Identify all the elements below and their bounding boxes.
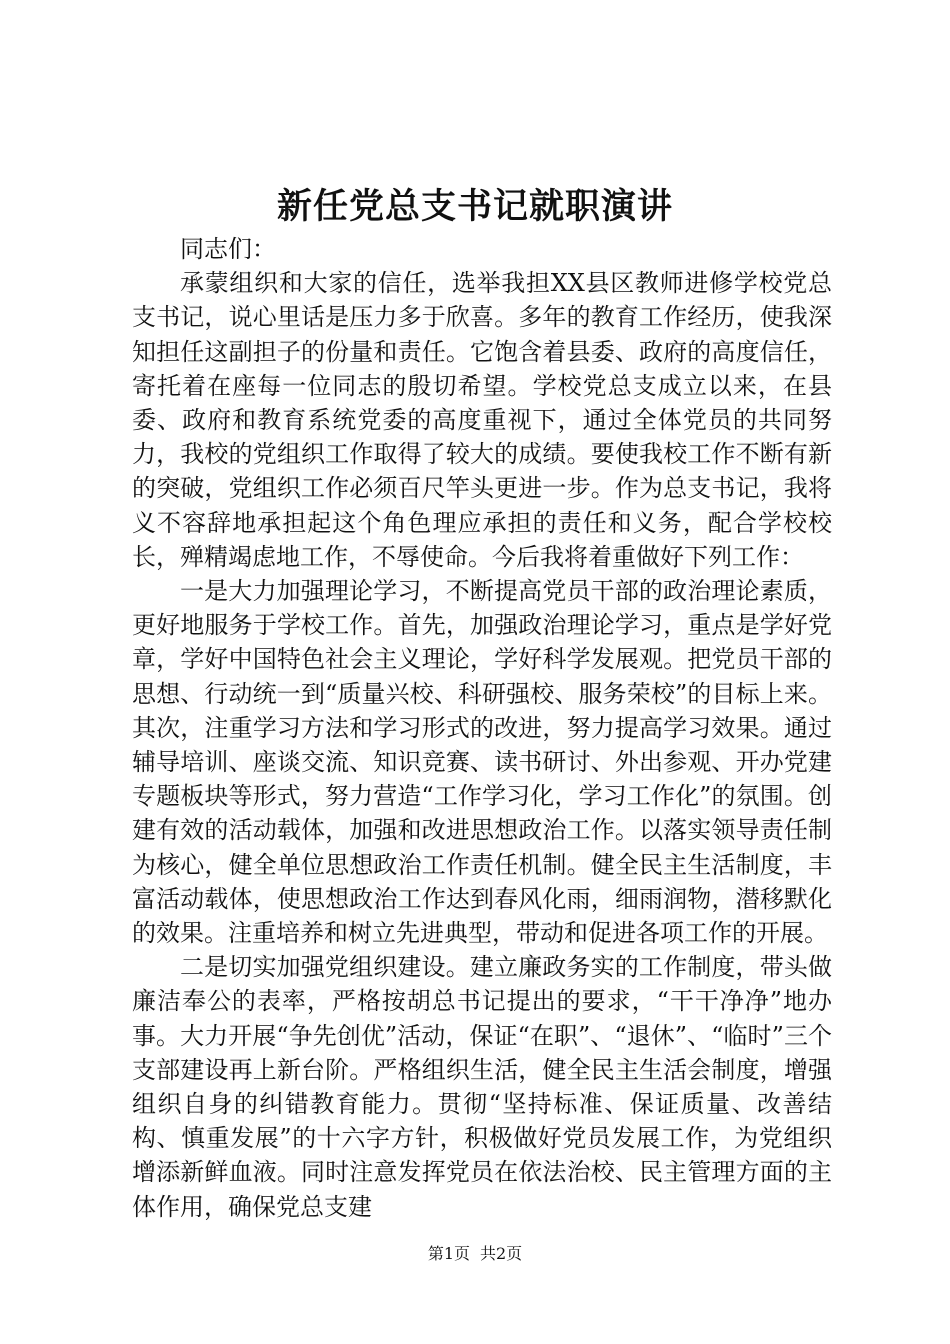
page-number-total: 共2页 bbox=[480, 1244, 523, 1263]
page-number-current: 第1页 bbox=[427, 1244, 470, 1263]
paragraph-intro: 承蒙组织和大家的信任，选举我担XX县区教师进修学校党总支书记，说心里话是压力多于欣喜。多年的教育工作经历，使我深知担任这副担子的份量和责任。它饱含着县委、政府的高度信任，寄托着在座每一位同志的殷切希望。学校党总支成立以来，在县委、政府和教育系统党委的高度重视下，通过全体党员的共同努力，我校的党组织工作取得了较大的成绩。要使我校工作不断有新的突破，党组织工作必须百尺竿头更进一步。作为总支书记，我将义不容辞地承担起这个角色理应承担的责任和义务，配合学校校长，殚精竭虑地工作，不辱使命。今后我将着重做好下列工作： bbox=[132, 269, 832, 571]
paragraph-salutation: 同志们： bbox=[180, 235, 276, 263]
paragraph-theory-study: 一是大力加强理论学习，不断提高党员干部的政治理论素质，更好地服务于学校工作。首先，加强政治理论学习，重点是学好党章，学好中国特色社会主义理论，学好科学发展观。把党员干部的思想、行动统一到“质量兴校、科研强校、服务荣校”的目标上来。其次，注重学习方法和学习形式的改进，努力提高学习效果。通过辅导培训、座谈交流、知识竞赛、读书研讨、外出参观、开办党建专题板块等形式，努力营造“工作学习化，学习工作化”的氛围。创建有效的活动载体，加强和改进思想政治工作。以落实领导责任制为核心，健全单位思想政治工作责任机制。健全民主生活制度，丰富活动载体，使思想政治工作达到春风化雨，细雨润物，潜移默化的效果。注重培养和树立先进典型，带动和促进各项工作的开展。 bbox=[132, 577, 832, 948]
page-footer bbox=[0, 1242, 950, 1266]
document-title: 新任党总支书记就职演讲 bbox=[276, 186, 673, 227]
document-body bbox=[132, 232, 832, 1224]
paragraph-party-building: 二是切实加强党组织建设。建立廉政务实的工作制度，带头做廉洁奉公的表率，严格按胡总书记提出的要求，“干干净净”地办事。大力开展“争先创优”活动，保证“在职”、“退休”、“临时”三个支部建设再上新台阶。严格组织生活，健全民主生活会制度，增强组织自身的纠错教育能力。贯彻“坚持标准、保证质量、改善结构、慎重发展”的十六字方针，积极做好党员发展工作，为党组织增添新鲜血液。同时注意发挥党员在依法治校、民主管理方面的主体作用，确保党总支建 bbox=[132, 953, 832, 1221]
